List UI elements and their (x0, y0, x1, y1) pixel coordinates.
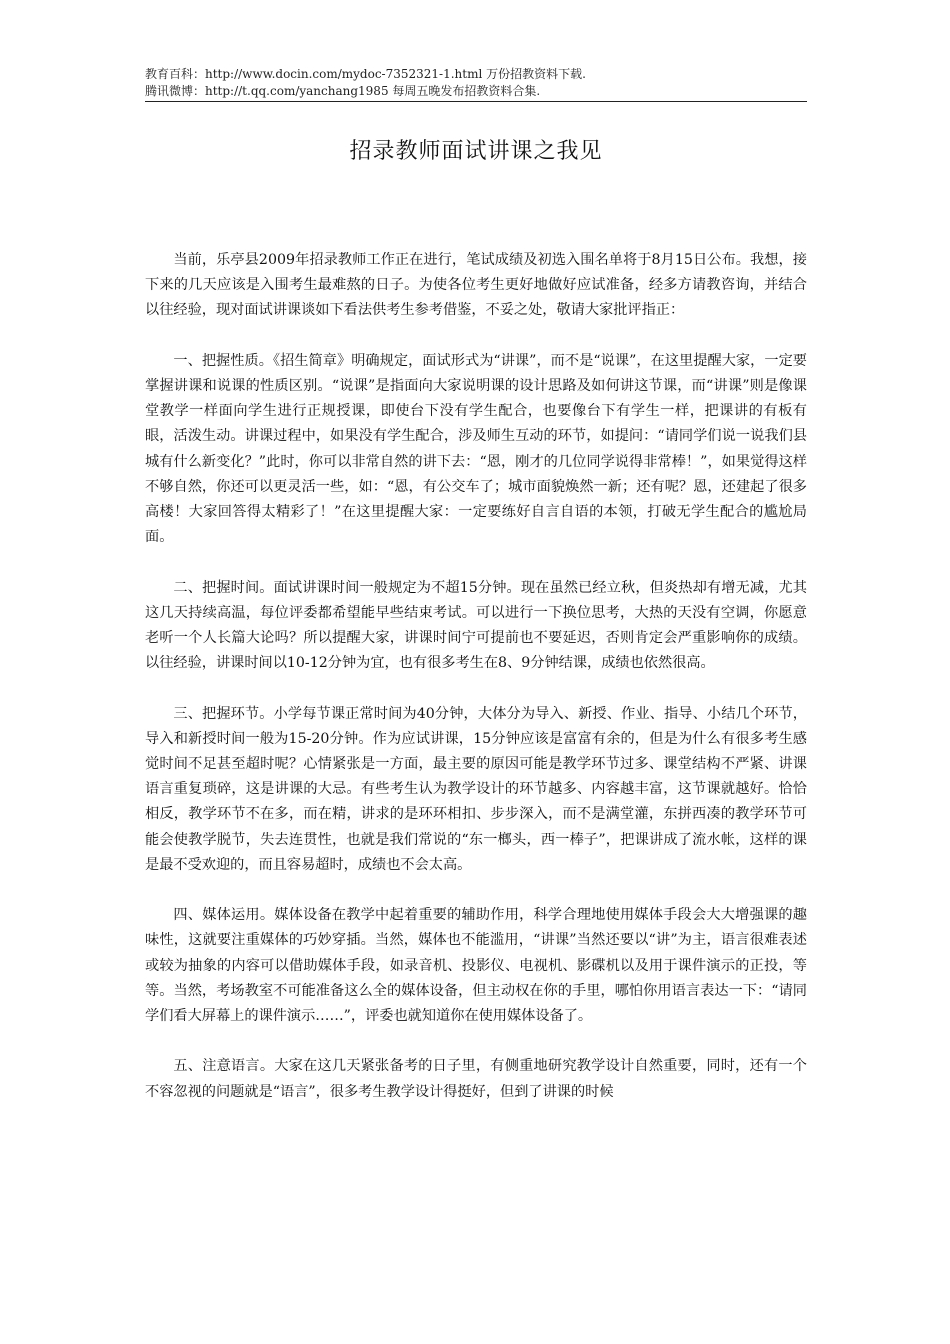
document-title: 招录教师面试讲课之我见 (349, 139, 603, 164)
paragraph-5-language: 五、注意语言。大家在这几天紧张备考的日子里，有侧重地研究教学设计自然重要，同时，还有一个不容忽视的问题就是“语言”，很多考生教学设计得挺好，但到了讲课的时候 (145, 1058, 807, 1100)
paragraph-3-stages: 三、把握环节。小学每节课正常时间为40分钟，大体分为导入、新授、作业、指导、小结几个环节，导入和新授时间一般为15-20分钟。作为应试讲课，15分钟应该是富富有余的，但是为什么有很多考生感觉时间不足甚至超时呢？心情紧张是一方面，最主要的原因可能是教学环节过多、课堂结构不严紧、讲课语言重复琐碎，这是讲课的大忌。有些考生认为教学设计的环节越多、内容越丰富，这节课就越好。恰恰相反，教学环节不在多，而在精，讲求的是环环相扣、步步深入，而不是满堂灌，东拼西凑的教学环节可能会使教学脱节，失去连贯性，也就是我们常说的“东一榔头，西一棒子”，把课讲成了流水帐，这样的课是最不受欢迎的，而且容易超时，成绩也不会太高。 (145, 705, 807, 873)
paragraph-intro: 当前，乐亭县2009年招录教师工作正在进行，笔试成绩及初选入围名单将于8月15日公布。我想，接下来的几天应该是入围考生最难熬的日子。为使各位考生更好地做好应试准备，经多方请教咨询，并结合以往经验，现对面试讲课谈如下看法供考生参考借鉴，不妥之处，敬请大家批评指正： (145, 252, 807, 319)
paragraph-2-time: 二、把握时间。面试讲课时间一般规定为不超15分钟。现在虽然已经立秋，但炎热却有增无减，尤其这几天持续高温，每位评委都希望能早些结束考试。可以进行一下换位思考，大热的天没有空调，你愿意老听一个人长篇大论吗？所以提醒大家，讲课时间宁可提前也不要延迟，否则肯定会严重影响你的成绩。以往经验，讲课时间以10-12分钟为宜，也有很多考生在8、9分钟结课，成绩也依然很高。 (145, 579, 807, 672)
header-line-weibo: 腾讯微博：http://t.qq.com/yanchang1985 每周五晚发布招教资料合集. (145, 84, 541, 98)
page-header (145, 66, 807, 100)
paragraph-4-media: 四、媒体运用。媒体设备在教学中起着重要的辅助作用，科学合理地使用媒体手段会大大增强课的趣味性，这就要注重媒体的巧妙穿插。当然，媒体也不能滥用，“讲课”当然还要以“讲”为主，语言很难表述或较为抽象的内容可以借助媒体手段，如录音机、投影仪、电视机、影碟机以及用于课件演示的正投，等等。当然，考场教室不可能准备这么全的媒体设备，但主动权在你的手里，哪怕你用语言表达一下：“请同学们看大屏幕上的课件演示……”，评委也就知道你在使用媒体设备了。 (145, 907, 807, 1025)
document-body (145, 248, 807, 1105)
header-line-docin: 教育百科：http://www.docin.com/mydoc-7352321-1.html 万份招教资料下载. (145, 67, 586, 81)
paragraph-1-nature: 一、把握性质。《招生简章》明确规定，面试形式为“讲课”，而不是“说课”，在这里提醒大家，一定要掌握讲课和说课的性质区别。“说课”是指面向大家说明课的设计思路及如何讲这节课，而“讲课”则是像课堂教学一样面向学生进行正规授课，即使台下没有学生配合，也要像台下有学生一样，把课讲的有板有眼，活泼生动。讲课过程中，如果没有学生配合，涉及师生互动的环节，如提问：“请同学们说一说我们县城有什么新变化？”此时，你可以非常自然的讲下去：“恩，刚才的几位同学说得非常棒！”，如果觉得这样不够自然，你还可以更灵活一些，如：“恩，有公交车了；城市面貌焕然一新；还有呢？恩，还建起了很多高楼！大家回答得太精彩了！”在这里提醒大家：一定要练好自言自语的本领，打破无学生配合的尴尬局面。 (145, 352, 807, 546)
header-divider (145, 101, 807, 102)
